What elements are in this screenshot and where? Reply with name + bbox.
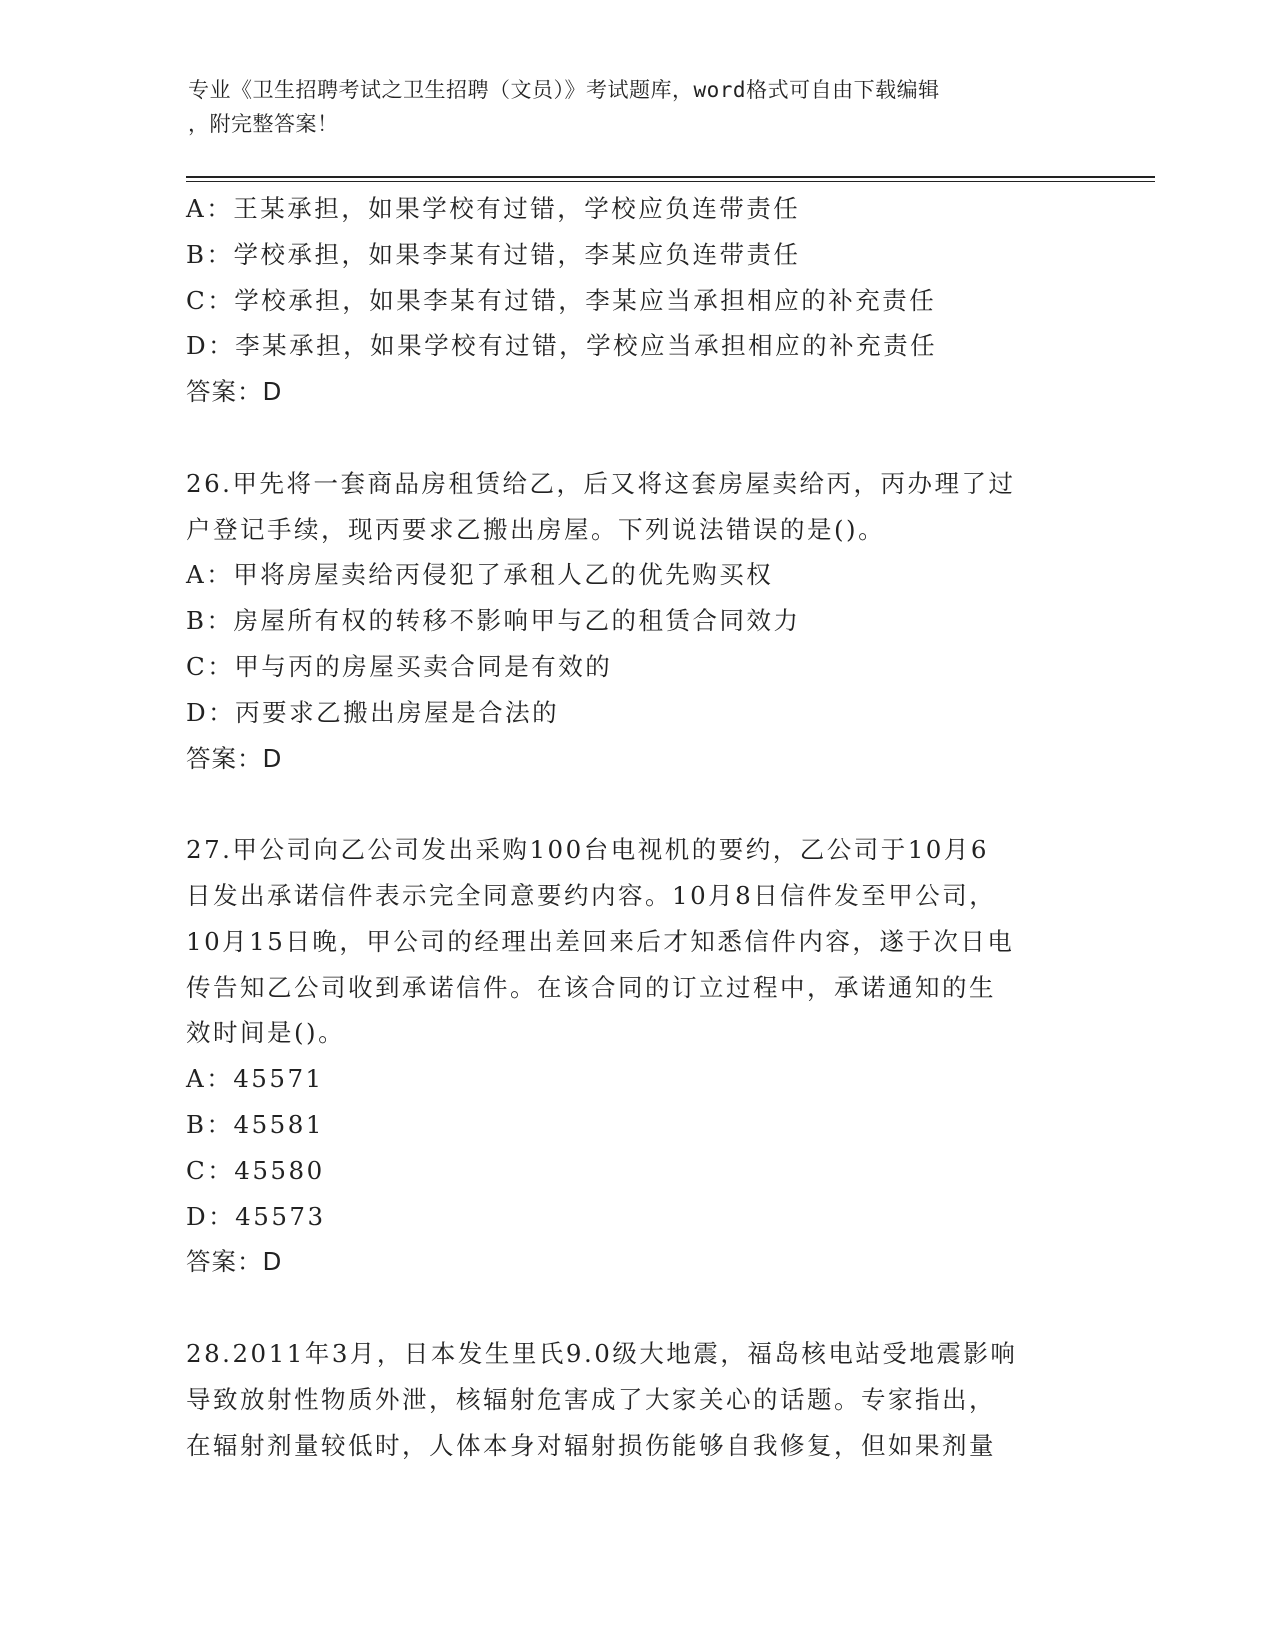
option-a: A：王某承担，如果学校有过错，学校应负连带责任 <box>186 194 801 223</box>
question-stem-line: 10月15日晚，甲公司的经理出差回来后才知悉信件内容，遂于次日电 <box>186 926 1015 956</box>
document-header <box>188 73 1088 141</box>
spacer <box>186 781 1086 827</box>
header-line-2: ，附完整答案！ <box>188 112 339 136</box>
option-b: B：45581 <box>186 1109 324 1139</box>
answer-label: 答案：D <box>186 1247 283 1277</box>
option-c: C：甲与丙的房屋买卖合同是有效的 <box>186 651 613 681</box>
question-stem-line: 传告知乙公司收到承诺信件。在该合同的订立过程中，承诺通知的生 <box>186 972 996 1002</box>
option-c: C：45580 <box>186 1155 325 1185</box>
answer-label: 答案：D <box>186 377 283 407</box>
question-stem-line: 在辐射剂量较低时，人体本身对辐射损伤能够自我修复，但如果剂量 <box>186 1430 996 1460</box>
question-stem-line: 效时间是()。 <box>186 1018 346 1048</box>
option-d: D：李某承担，如果学校有过错，学校应当承担相应的补充责任 <box>186 331 938 361</box>
question-stem-line: 27.甲公司向乙公司发出采购100台电视机的要约，乙公司于10月6 <box>186 835 989 865</box>
header-divider-thick <box>186 176 1155 178</box>
question-28 <box>186 1331 1086 1468</box>
spacer <box>186 415 1086 461</box>
question-stem-line: 28.2011年3月，日本发生里氏9.0级大地震，福岛核电站受地震影响 <box>186 1338 1018 1368</box>
question-27 <box>186 827 1086 1285</box>
question-content <box>186 186 1086 1468</box>
spacer <box>186 1285 1086 1331</box>
question-stem-line: 导致放射性物质外泄，核辐射危害成了大家关心的话题。专家指出， <box>186 1384 996 1414</box>
option-d: D：丙要求乙搬出房屋是合法的 <box>186 697 560 727</box>
option-a: A：45571 <box>186 1064 324 1094</box>
option-c: C：学校承担，如果李某有过错，李某应当承担相应的补充责任 <box>186 285 937 315</box>
question-stem-line: 日发出承诺信件表示完全同意要约内容。10月8日信件发至甲公司， <box>186 880 997 910</box>
question-stem-line: 户登记手续，现丙要求乙搬出房屋。下列说法错误的是()。 <box>186 514 886 544</box>
option-a: A：甲将房屋卖给丙侵犯了承租人乙的优先购买权 <box>186 560 774 590</box>
header-divider-thin <box>186 181 1155 182</box>
answer-label: 答案：D <box>186 743 283 773</box>
question-stem-line: 26.甲先将一套商品房租赁给乙，后又将这套房屋卖给丙，丙办理了过 <box>186 468 1016 498</box>
option-b: B：学校承担，如果李某有过错，李某应负连带责任 <box>186 239 801 269</box>
question-25 <box>186 186 1086 415</box>
option-b: B：房屋所有权的转移不影响甲与乙的租赁合同效力 <box>186 606 801 636</box>
option-d: D：45573 <box>186 1201 326 1231</box>
question-26 <box>186 461 1086 782</box>
header-line-1: 专业《卫生招聘考试之卫生招聘（文员）》考试题库，word格式可自由下载编辑 <box>188 78 940 102</box>
